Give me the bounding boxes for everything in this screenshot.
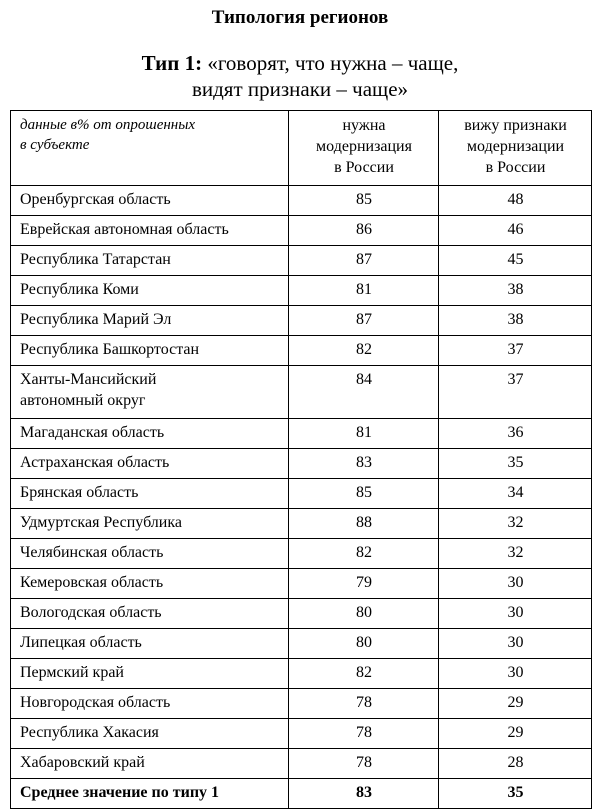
subtitle-text-1: «говорят, что нужна – чаще, (202, 51, 459, 75)
header-note-line-1: данные в% от опрошенных (20, 117, 196, 133)
region-name: Вологодская область (20, 604, 162, 621)
average-see-value: 35 (439, 779, 592, 809)
region-cell (11, 366, 289, 419)
header-see-line: модернизации (466, 138, 565, 155)
average-row (11, 779, 592, 809)
see-signs-value: 34 (439, 479, 592, 509)
see-signs-value: 29 (439, 719, 592, 749)
header-need-line: модернизация (316, 138, 412, 155)
header-see-line: в России (485, 159, 546, 176)
see-signs-value: 37 (439, 366, 592, 419)
see-signs-value: 46 (439, 216, 592, 246)
region-name: Оренбургская область (20, 191, 171, 208)
need-modernization-value: 78 (289, 749, 439, 779)
table-row (11, 306, 592, 336)
region-cell (11, 449, 289, 479)
page-title: Типология регионов (211, 7, 389, 28)
average-label: Среднее значение по типу 1 (11, 779, 289, 809)
header-see-cell (439, 111, 592, 186)
table-row (11, 509, 592, 539)
region-name: Еврейская автономная область (20, 221, 229, 238)
table-row (11, 749, 592, 779)
need-modernization-value: 81 (289, 419, 439, 449)
region-name: Ханты-Мансийский (20, 371, 157, 388)
need-modernization-value: 86 (289, 216, 439, 246)
table-row (11, 599, 592, 629)
need-modernization-value: 82 (289, 336, 439, 366)
table-row (11, 186, 592, 216)
region-name: Челябинская область (20, 544, 164, 561)
see-signs-value: 45 (439, 246, 592, 276)
see-signs-value: 38 (439, 306, 592, 336)
region-name: Удмуртская Республика (20, 514, 182, 531)
table-row (11, 659, 592, 689)
need-modernization-value: 87 (289, 306, 439, 336)
need-modernization-value: 85 (289, 479, 439, 509)
see-signs-value: 32 (439, 539, 592, 569)
region-name: Магаданская область (20, 424, 165, 441)
region-cell (11, 276, 289, 306)
need-modernization-value: 87 (289, 246, 439, 276)
see-signs-value: 28 (439, 749, 592, 779)
region-name: Астраханская область (20, 454, 170, 471)
see-signs-value: 36 (439, 419, 592, 449)
table-row (11, 689, 592, 719)
table-row (11, 246, 592, 276)
table-row (11, 629, 592, 659)
header-note-line-2: в субъекте (20, 137, 90, 153)
subtitle (0, 50, 600, 102)
region-cell (11, 749, 289, 779)
need-modernization-value: 85 (289, 186, 439, 216)
region-name: Республика Коми (20, 281, 139, 298)
region-cell (11, 689, 289, 719)
region-name-line-2: автономный округ (20, 392, 146, 409)
region-name: Республика Марий Эл (20, 311, 172, 328)
see-signs-value: 30 (439, 599, 592, 629)
region-cell (11, 539, 289, 569)
region-cell (11, 659, 289, 689)
region-cell (11, 629, 289, 659)
table-row (11, 719, 592, 749)
region-cell (11, 216, 289, 246)
table-row (11, 366, 592, 419)
region-cell (11, 336, 289, 366)
region-cell (11, 306, 289, 336)
region-cell (11, 186, 289, 216)
need-modernization-value: 78 (289, 719, 439, 749)
region-name: Республика Башкортостан (20, 341, 200, 358)
table-row (11, 336, 592, 366)
table-row (11, 479, 592, 509)
region-cell (11, 479, 289, 509)
type-label: Тип 1: (141, 51, 203, 75)
need-modernization-value: 80 (289, 599, 439, 629)
see-signs-value: 30 (439, 659, 592, 689)
header-see-line: вижу признаки (464, 117, 567, 134)
region-name: Пермский край (20, 664, 124, 681)
header-need-line: в России (334, 159, 394, 176)
region-name: Липецкая область (20, 634, 142, 651)
see-signs-value: 37 (439, 336, 592, 366)
need-modernization-value: 81 (289, 276, 439, 306)
table-row (11, 449, 592, 479)
subtitle-line-2: видят признаки – чаще» (191, 77, 409, 101)
region-name: Новгородская область (20, 694, 171, 711)
see-signs-value: 29 (439, 689, 592, 719)
average-need-value: 83 (289, 779, 439, 809)
region-name: Республика Хакасия (20, 724, 159, 741)
region-name: Брянская область (20, 484, 139, 501)
need-modernization-value: 79 (289, 569, 439, 599)
see-signs-value: 48 (439, 186, 592, 216)
need-modernization-value: 80 (289, 629, 439, 659)
need-modernization-value: 82 (289, 539, 439, 569)
header-note-cell (11, 111, 289, 186)
table-row (11, 419, 592, 449)
see-signs-value: 30 (439, 569, 592, 599)
see-signs-value: 30 (439, 629, 592, 659)
see-signs-value: 38 (439, 276, 592, 306)
region-name: Кемеровская область (20, 574, 164, 591)
header-need-line: нужна (342, 117, 386, 134)
table-header-row (11, 111, 592, 186)
need-modernization-value: 83 (289, 449, 439, 479)
need-modernization-value: 88 (289, 509, 439, 539)
need-modernization-value: 78 (289, 689, 439, 719)
region-cell (11, 246, 289, 276)
header-need-cell (289, 111, 439, 186)
table-row (11, 569, 592, 599)
see-signs-value: 35 (439, 449, 592, 479)
table-row (11, 539, 592, 569)
need-modernization-value: 84 (289, 366, 439, 419)
see-signs-value: 32 (439, 509, 592, 539)
need-modernization-value: 82 (289, 659, 439, 689)
region-cell (11, 419, 289, 449)
region-cell (11, 599, 289, 629)
regions-table (10, 110, 592, 809)
subtitle-line-1 (0, 50, 600, 76)
table-row (11, 216, 592, 246)
region-name: Хабаровский край (20, 754, 145, 771)
region-cell (11, 569, 289, 599)
region-cell (11, 719, 289, 749)
table-row (11, 276, 592, 306)
region-cell (11, 509, 289, 539)
region-name: Республика Татарстан (20, 251, 171, 268)
